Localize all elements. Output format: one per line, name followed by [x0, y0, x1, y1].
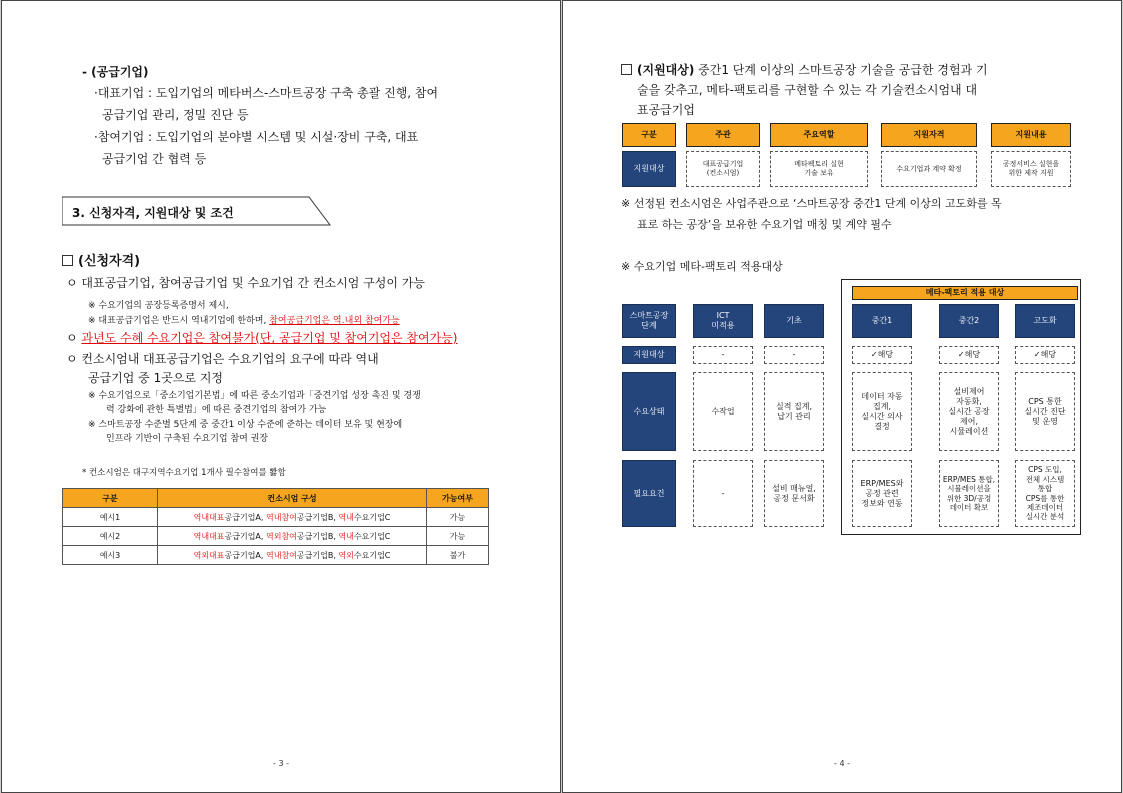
- bullet-1: ㅇ 대표공급기업, 참여공급기업 및 수요기업 간 컨소시엄 구성이 가능: [66, 276, 425, 290]
- level-cell: 중간1: [852, 304, 912, 338]
- target-heading: (지원대상): [637, 63, 695, 77]
- bullet-3-note-2a: ※ 스마트공장 수준별 5단계 중 중간1 이상 수준에 준하는 데이터 보유 및 현장에: [88, 420, 403, 430]
- cell-part: 공급기업A,: [224, 512, 266, 522]
- target-row-label: 지원대상: [622, 346, 676, 364]
- cell-part: 역외대표: [193, 550, 225, 560]
- cell-part: 수요기업C: [353, 531, 391, 541]
- cell-part: 역내대표: [193, 512, 225, 522]
- flow-header: 지원자격: [881, 123, 977, 147]
- table-header-row: [63, 489, 489, 508]
- cell-part: 공급기업B,: [296, 531, 339, 541]
- level-cell: 기초: [764, 304, 824, 338]
- flow-header: 지원내용: [991, 123, 1071, 147]
- table-header: 가능여부: [427, 489, 489, 508]
- flow-header: 주요역할: [770, 123, 868, 147]
- flow-header: 구분: [622, 123, 676, 147]
- par-line-2: 공급기업 간 협력 등: [102, 152, 207, 166]
- note-line-2: 표로 하는 공장’을 보유한 수요기업 매칭 및 계약 필수: [637, 218, 892, 231]
- note-line-1: ※ 선정된 컨소시엄은 사업주관으로 ‘스마트공장 중간1 단계 이상의 고도화를 목: [621, 197, 1002, 210]
- req-cell: -: [693, 460, 753, 527]
- target-cell: ✓해당: [1015, 346, 1075, 364]
- row-ok: 가능: [427, 508, 489, 527]
- target-cell: -: [693, 346, 753, 364]
- note-2-highlight: 참여공급기업은 역․내외 참여가능: [269, 316, 400, 326]
- status-cell: CPS 통한 실시간 진단 및 운영: [1015, 372, 1075, 451]
- cell-part: 공급기업A,: [224, 550, 266, 560]
- target-line-2: 술을 갖추고, 메타-팩토리를 구현할 수 있는 각 기술컨소시엄내 대: [637, 83, 978, 97]
- req-cell: CPS 도입, 전체 시스템 통합 CPS를 통한 제조데이터 실시간 분석: [1015, 460, 1075, 527]
- table-row: [63, 508, 489, 527]
- section-title: 3. 신청자격, 지원대상 및 조건: [72, 206, 234, 220]
- bullet-3-line-2: 공급기업 중 1곳으로 지정: [88, 371, 223, 385]
- req-cell: ERP/MES 통합, 시뮬레이션을 위한 3D/공정 데이터 확보: [939, 460, 999, 527]
- supplier-heading: - (공급기업): [82, 65, 149, 79]
- bullet-2-marker: ㅇ: [66, 331, 78, 345]
- cell-part: 역내: [338, 512, 354, 522]
- flow-row-label: 지원대상: [622, 151, 676, 187]
- section-title-box: [62, 196, 332, 226]
- row-composition: [158, 508, 427, 527]
- rep-line-2: 공급기업 관리, 정밀 진단 등: [102, 108, 249, 122]
- table-header: 컨소시엄 구성: [158, 489, 427, 508]
- row-composition: [158, 527, 427, 546]
- bullet-3-note-1a: ※ 수요기업으로「중소기업기본법」에 따른 중소기업과「중견기업 성장 촉진 및 경쟁: [88, 391, 421, 401]
- bullet-2: [66, 329, 457, 346]
- bullet-2-text: 과년도 수혜 수요기업은 참여불가(단, 공급기업 및 참여기업은 참여가능): [81, 331, 458, 345]
- target-text: 중간1 단계 이상의 스마트공장 기술을 공급한 경험과 기: [698, 63, 988, 77]
- flow-cell: 공정서비스 실현을 위한 제작 지원: [991, 151, 1071, 187]
- table-header: 구분: [63, 489, 158, 508]
- target-line-3: 표공급기업: [637, 103, 695, 117]
- cell-part: 수요기업C: [353, 550, 391, 560]
- cell-part: 공급기업A,: [224, 531, 266, 541]
- row-ok: 불가: [427, 546, 489, 565]
- cell-part: 공급기업B,: [296, 512, 339, 522]
- page-3: [1, 0, 561, 793]
- status-row-label: 수요상태: [622, 372, 676, 451]
- target-cell: ✓해당: [939, 346, 999, 364]
- status-cell: 설비제어 자동화, 실시간 공장 제어, 시뮬레이션: [939, 372, 999, 451]
- flow-cell: 메타팩토리 실현 기술 보유: [770, 151, 868, 187]
- page-number: - 4 -: [834, 759, 850, 768]
- bullet-1-note-1: ※ 수요기업의 공장등록증명서 제시,: [88, 301, 229, 311]
- flow-cell: 수요기업과 계약 확정: [881, 151, 977, 187]
- target-line-1: [621, 61, 988, 78]
- row-composition: [158, 546, 427, 565]
- cell-part: 역외: [338, 550, 354, 560]
- footnote: * 컨소시엄은 대구지역수요기업 1개사 필수참여를 뽫함: [82, 468, 286, 478]
- page-number: - 3 -: [273, 759, 289, 768]
- table-row: [63, 546, 489, 565]
- cell-part: 역내: [338, 531, 354, 541]
- meta-banner: 메타-팩토리 적용 대상: [852, 286, 1078, 300]
- eligibility-heading: [62, 250, 140, 269]
- cell-part: 역외참여: [266, 531, 297, 541]
- table-row: [63, 527, 489, 546]
- eligibility-heading-label: (신청자격): [78, 254, 141, 269]
- row-label: 예시2: [63, 527, 158, 546]
- cell-part: 역내참여: [266, 550, 297, 560]
- bullet-3-note-1b: 력 강화에 관한 특별법」에 따른 중견기업의 참여가 가능: [106, 405, 327, 415]
- target-cell: -: [764, 346, 824, 364]
- row-ok: 가능: [427, 527, 489, 546]
- meta-heading: ※ 수요기업 메타-팩토리 적용대상: [621, 260, 783, 273]
- rep-line-1: ·대표기업 : 도입기업의 메타버스-스마트공장 구축 총괄 진행, 참여: [94, 86, 439, 100]
- row-label: 예시1: [63, 508, 158, 527]
- row-label: 예시3: [63, 546, 158, 565]
- bullet-3-line-1: ㅇ 컨소시엄내 대표공급기업은 수요기업의 요구에 따라 역내: [66, 352, 379, 366]
- bullet-1-note-2: [88, 313, 400, 326]
- req-row-label: 필요요건: [622, 460, 676, 527]
- bullet-3-note-2b: 인프라 기반이 구축된 수요기업 참여 권장: [106, 434, 269, 444]
- cell-part: 수요기업C: [353, 512, 391, 522]
- cell-part: 역내참여: [266, 512, 297, 522]
- req-cell: ERP/MES와 공정 관련 정보와 연동: [852, 460, 912, 527]
- par-line-1: ·참여기업 : 도입기업의 분야별 시스템 및 시설·장비 구축, 대표: [94, 130, 419, 144]
- cell-part: 공급기업B,: [296, 550, 339, 560]
- status-cell: 데이터 자동 집계, 실시간 의사 결정: [852, 372, 912, 451]
- req-cell: 설비 매뉴얼, 공정 문서화: [764, 460, 824, 527]
- level-cell: 스마트공장 단계: [622, 304, 676, 338]
- level-cell: 고도화: [1015, 304, 1075, 338]
- flow-cell: 대표공급기업 (컨소시엄): [686, 151, 760, 187]
- cell-part: 역내대표: [193, 531, 225, 541]
- page-4: [562, 0, 1122, 793]
- checkbox-square-icon: [621, 64, 632, 75]
- note-2-text: ※ 대표공급기업은 반드시 역내기업에 한하며,: [88, 316, 270, 326]
- checkbox-square-icon: [62, 255, 73, 266]
- status-cell: 수작업: [693, 372, 753, 451]
- level-cell: 중간2: [939, 304, 999, 338]
- status-cell: 실적 집계, 납기 관리: [764, 372, 824, 451]
- level-cell: ICT 미적용: [693, 304, 753, 338]
- consortium-table: [62, 488, 489, 565]
- flow-header: 주관: [686, 123, 760, 147]
- target-cell: ✓해당: [852, 346, 912, 364]
